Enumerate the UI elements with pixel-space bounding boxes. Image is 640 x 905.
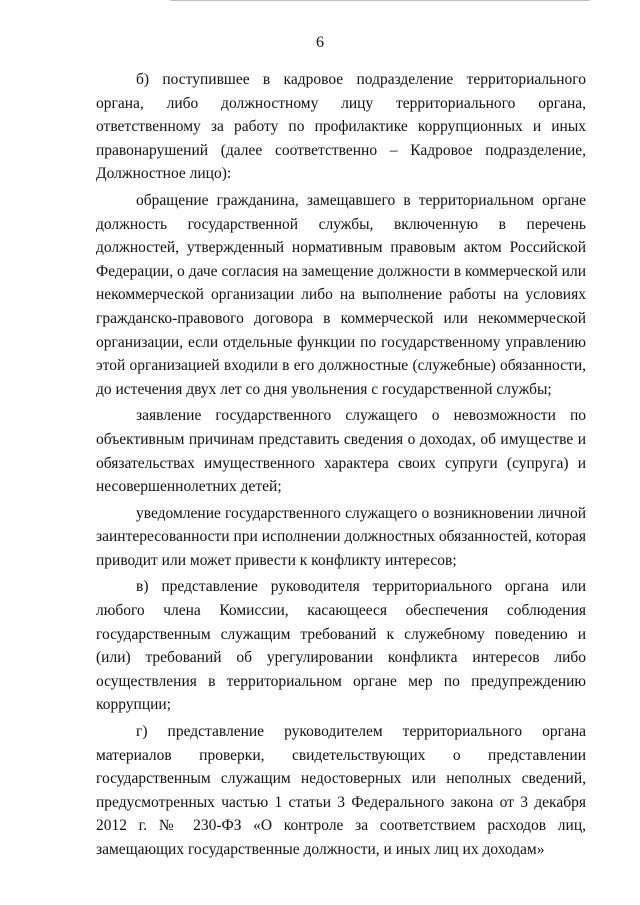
top-scan-edge-line [170,0,590,1]
paragraph-income-statement: заявление государственного служащего о невозможности по объективным причинам представить сведения о доходах, об имуществе и обязательствах имущественного характера своих супруги (супруга) и несовершеннолетних детей; [96,407,586,496]
document-body [96,68,586,865]
paragraph-item-v: в) представление руководителя территориального органа или любого члена Комиссии, касающееся обеспечения соблюдения государственным служащим требований к служебному поведению и (или) требований об урегулировании конфликта интересов либо осуществления в территориальном органе мер по предупреждению коррупции; [96,578,586,714]
paragraph-item-g: г) представление руководителем территориального органа материалов проверки, свидетельствующих о представлении государственным служащим недостоверных или неполных сведений, предусмотренных частью 1 статьи 3 Федерального закона от 3 декабря 2012 г. № 230-ФЗ «О контроле за соответствием расходов лиц, замещающих государственные должности, и иных лиц их доходам» [96,723,586,858]
paragraph-conflict-notice: уведомление государственного служащего о возникновении личной заинтересованности при исполнении должностных обязанностей, которая приводит или может привести к конфликту интересов; [96,504,586,569]
paragraph-item-b: б) поступившее в кадровое подразделение территориального органа, либо должностному лицу территориального органа, ответственному за работу по профилактике коррупционных и иных правонарушений (далее соответственно – Кадровое подразделение, Должностное лицо): [96,71,586,183]
paragraph-citizen-appeal: обращение гражданина, замещавшего в территориальном органе должность государственной службы, включенную в перечень должностей, утвержденный нормативным правовым актом Российской Федерации, о даче согласия на замещение должности в коммерческой или некоммерческой организации либо на выполнение работы на условиях гражданско-правового договора в коммерческой или некоммерческой организации, если отдельные функции по государственному управлению этой организацией входили в его должностные (служебные) обязанности, до истечения двух лет со дня увольнения с государственной службы; [96,191,586,398]
page-number: 6 [316,34,324,51]
